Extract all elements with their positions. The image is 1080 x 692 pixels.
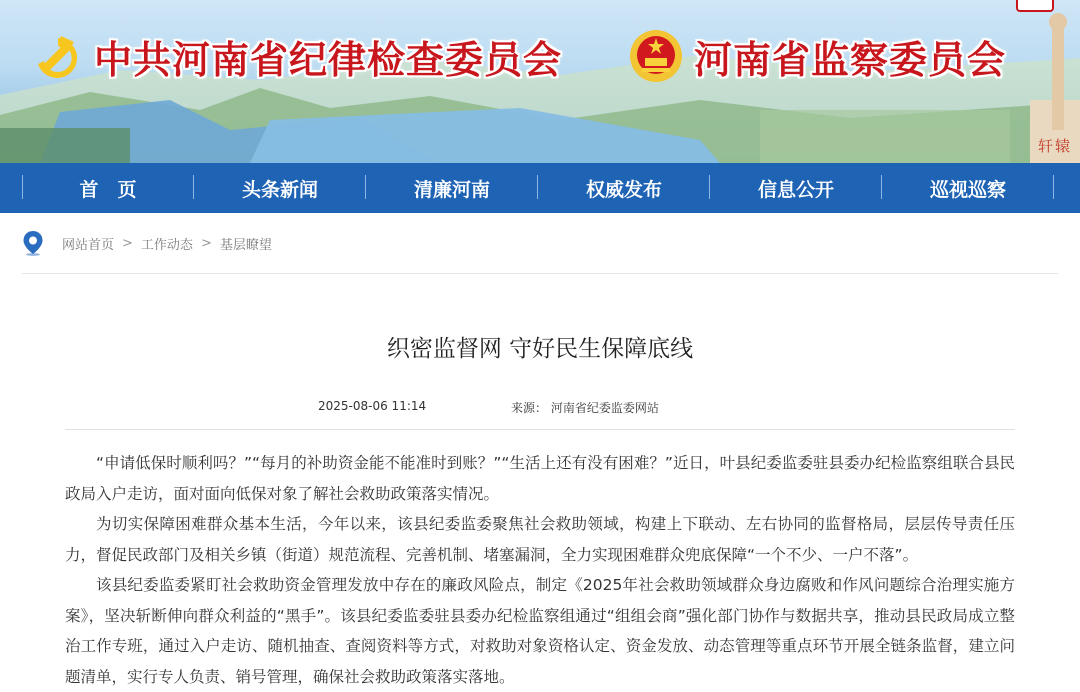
- main-nav: [0, 163, 1080, 213]
- breadcrumb-work-news[interactable]: 工作动态: [140, 237, 193, 253]
- nav-info-disclosure[interactable]: 信息公开: [710, 175, 882, 202]
- article-date: 2025-08-06 11:14: [318, 399, 427, 413]
- breadcrumb: [22, 213, 1058, 274]
- article-meta: [65, 395, 1015, 430]
- article-paragraph: 该县纪委监委紧盯社会救助资金管理发放中存在的廉政风险点，制定《2025年社会救助领域群众身边腐败和作风问题综合治理实施方案》，坚决斩断伸向群众利益的“黑手”。该县纪委监委驻县委办纪检监察组通过“组组会商”强化部门协作与数据共享，推动县民政局成立整治工作专班，通过入户走访、随机抽查、查阅资料等方式，对救助对象资格认定、资金发放、动态管理等重点环节开展全链条监督，建立问题清单，实行专人负责、销号管理，确保社会救助政策落实落地。: [65, 576, 1015, 686]
- breadcrumb-home[interactable]: 网站首页: [62, 237, 115, 253]
- breadcrumb-separator: >: [122, 235, 133, 251]
- article-paragraph: “申请低保时顺利吗？”“每月的补助资金能不能准时到账？”“生活上还有没有困难？”近日，叶县纪委监委驻县委办纪检监察组联合县民政局入户走访，面对面向低保对象了解社会救助政策落实情况。: [65, 454, 1015, 503]
- party-brand[interactable]: [28, 28, 562, 84]
- nav-clean-henan[interactable]: 清廉河南: [366, 175, 538, 202]
- article-source: 来源： 河南省纪委监委网站: [511, 401, 659, 415]
- state-org-name: 河南省监察委员会: [694, 36, 1007, 82]
- corner-seal-icon: [1016, 0, 1054, 12]
- header-banner: [0, 0, 1080, 163]
- nav-inspection[interactable]: 巡视巡察: [882, 175, 1054, 202]
- party-org-name: 中共河南省纪律检查委员会: [94, 36, 563, 82]
- location-pin-icon: [22, 230, 44, 256]
- article-body: [65, 448, 1015, 692]
- state-brand[interactable]: [628, 28, 1006, 84]
- breadcrumb-grassroots[interactable]: 基层瞭望: [219, 237, 272, 253]
- statue-inscription: 轩辕: [1037, 137, 1072, 155]
- national-emblem-icon: [628, 28, 684, 84]
- breadcrumb-separator: >: [200, 235, 212, 251]
- article-paragraph: 为切实保障困难群众基本生活，今年以来，该县纪委监委聚焦社会救助领域，构建上下联动、左右协同的监督格局，层层传导责任压力，督促民政部门及相关乡镇（街道）规范流程、完善机制、堵塞漏洞，全力实现困难群众兜底保障“一个不少、一户不落”。: [65, 515, 1015, 564]
- party-emblem-icon: [28, 28, 84, 84]
- nav-official-release[interactable]: 权威发布: [538, 175, 710, 202]
- article-title: 织密监督网 守好民生保障底线: [386, 336, 694, 362]
- nav-home[interactable]: 首 页: [22, 175, 194, 202]
- nav-headline-news[interactable]: 头条新闻: [194, 175, 366, 202]
